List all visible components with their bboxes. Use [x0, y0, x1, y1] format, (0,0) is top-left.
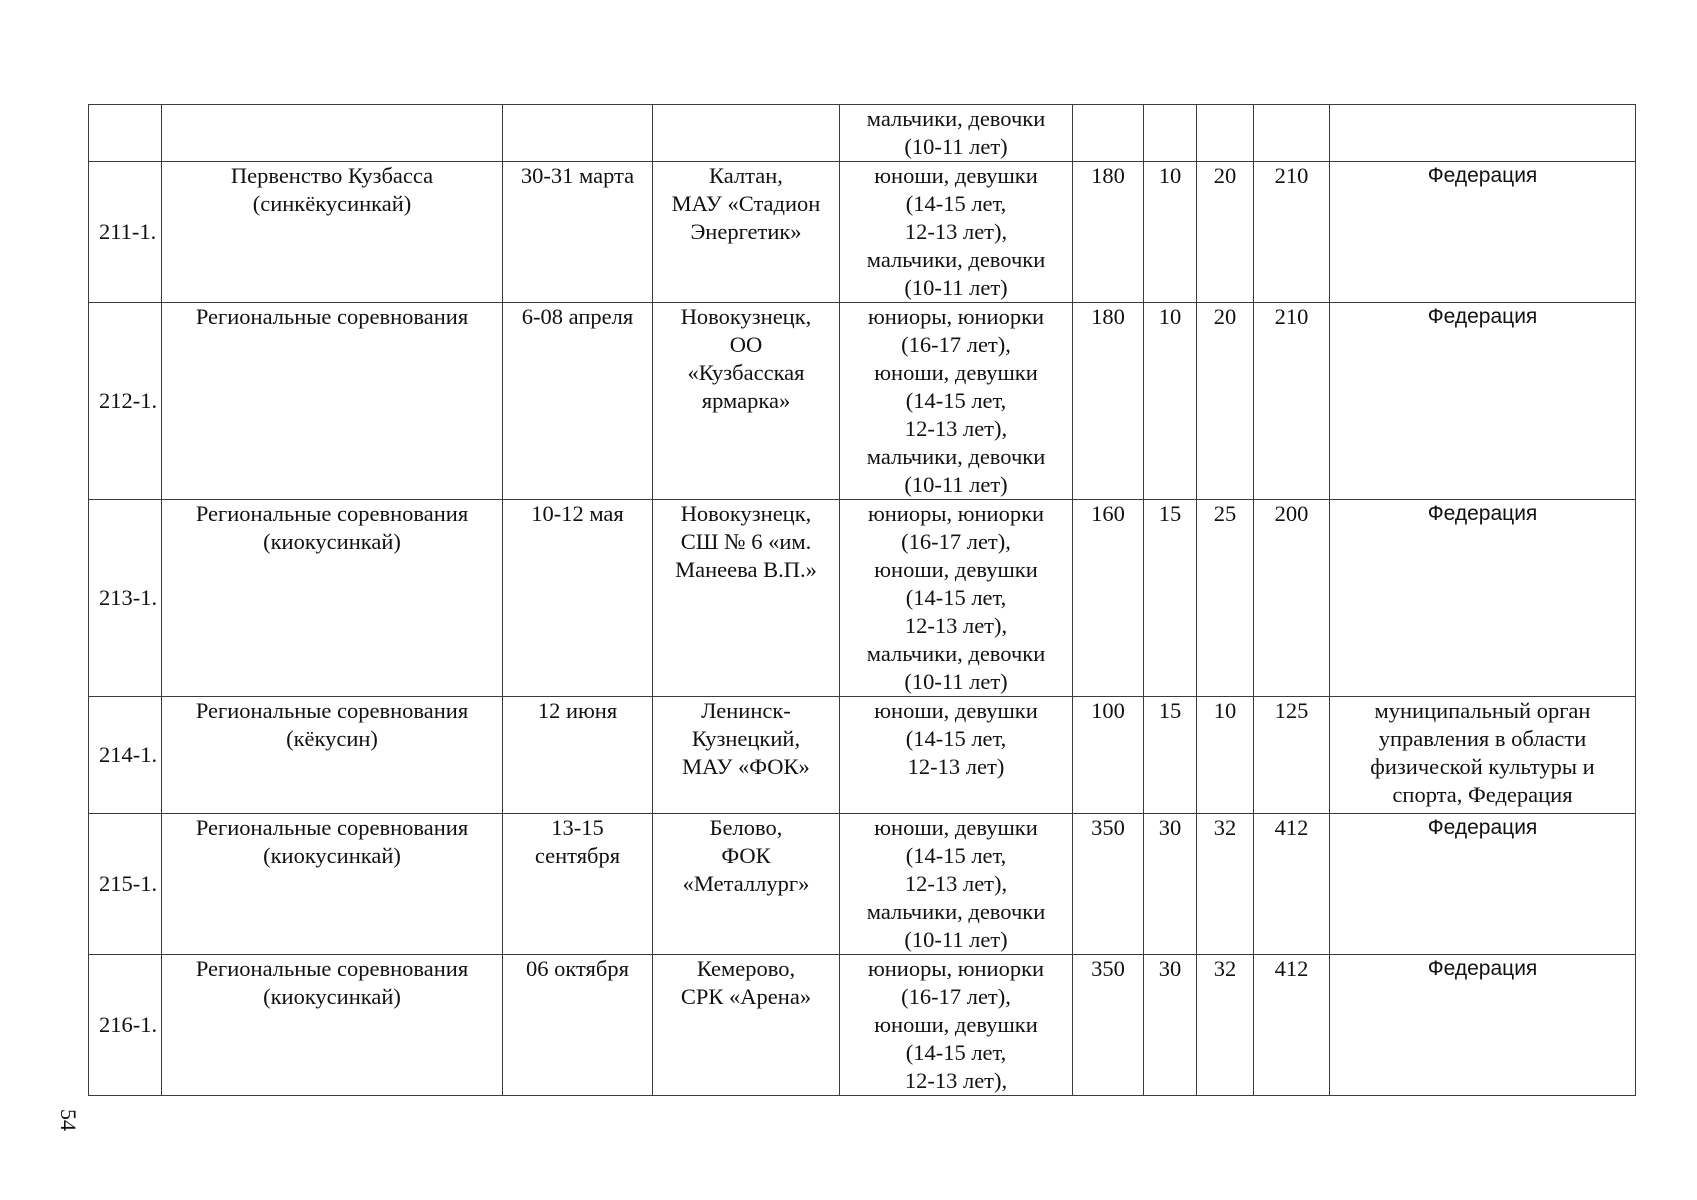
count-total-cell: 210	[1254, 303, 1330, 500]
organizer-cell: Федерация	[1330, 303, 1636, 500]
count-athletes-cell: 100	[1073, 697, 1144, 814]
events-table	[88, 104, 1636, 1096]
row-number-cell: 214-1.	[89, 697, 162, 814]
table-row	[89, 105, 1636, 162]
event-place-cell	[653, 105, 840, 162]
count-total-cell: 412	[1254, 955, 1330, 1096]
count-judges-cell: 32	[1197, 814, 1254, 955]
count-coaches-cell: 10	[1144, 303, 1197, 500]
organizer-cell: Федерация	[1330, 162, 1636, 303]
participants-age-groups-cell: юниоры, юниорки (16-17 лет), юноши, девушки (14-15 лет, 12-13 лет),	[840, 955, 1073, 1096]
row-number-cell: 212-1.	[89, 303, 162, 500]
event-date-cell	[503, 105, 653, 162]
table-row	[89, 697, 1636, 814]
table-row	[89, 303, 1636, 500]
row-number-cell: 211-1.	[89, 162, 162, 303]
participants-age-groups-cell: мальчики, девочки (10-11 лет)	[840, 105, 1073, 162]
count-total-cell: 200	[1254, 500, 1330, 697]
event-date-cell: 30-31 марта	[503, 162, 653, 303]
table-row	[89, 955, 1636, 1096]
participants-age-groups-cell: юниоры, юниорки (16-17 лет), юноши, девушки (14-15 лет, 12-13 лет), мальчики, девочки (10-11 лет)	[840, 500, 1073, 697]
event-place-cell: Белово, ФОК «Металлург»	[653, 814, 840, 955]
organizer-cell: Федерация	[1330, 955, 1636, 1096]
count-athletes-cell: 160	[1073, 500, 1144, 697]
count-judges-cell: 32	[1197, 955, 1254, 1096]
count-coaches-cell: 30	[1144, 814, 1197, 955]
event-place-cell: Ленинск- Кузнецкий, МАУ «ФОК»	[653, 697, 840, 814]
count-total-cell: 412	[1254, 814, 1330, 955]
count-athletes-cell: 350	[1073, 814, 1144, 955]
event-name-cell: Первенство Кузбасса (синкёкусинкай)	[162, 162, 503, 303]
event-place-cell: Калтан, МАУ «Стадион Энергетик»	[653, 162, 840, 303]
count-total-cell	[1254, 105, 1330, 162]
event-date-cell: 6-08 апреля	[503, 303, 653, 500]
event-place-cell: Новокузнецк, СШ № 6 «им. Манеева В.П.»	[653, 500, 840, 697]
count-coaches-cell: 15	[1144, 697, 1197, 814]
organizer-cell: Федерация	[1330, 814, 1636, 955]
count-athletes-cell	[1073, 105, 1144, 162]
count-judges-cell: 20	[1197, 162, 1254, 303]
organizer-cell	[1330, 105, 1636, 162]
event-date-cell: 10-12 мая	[503, 500, 653, 697]
event-place-cell: Кемерово, СРК «Арена»	[653, 955, 840, 1096]
row-number-cell: 213-1.	[89, 500, 162, 697]
organizer-cell: Федерация	[1330, 500, 1636, 697]
event-date-cell: 12 июня	[503, 697, 653, 814]
event-name-cell: Региональные соревнования (кёкусин)	[162, 697, 503, 814]
count-judges-cell: 20	[1197, 303, 1254, 500]
count-total-cell: 210	[1254, 162, 1330, 303]
row-number-cell: 216-1.	[89, 955, 162, 1096]
table-row	[89, 500, 1636, 697]
table-row	[89, 814, 1636, 955]
count-athletes-cell: 180	[1073, 303, 1144, 500]
table-row	[89, 162, 1636, 303]
count-coaches-cell: 10	[1144, 162, 1197, 303]
count-judges-cell	[1197, 105, 1254, 162]
count-judges-cell: 10	[1197, 697, 1254, 814]
event-name-cell: Региональные соревнования (киокусинкай)	[162, 955, 503, 1096]
count-athletes-cell: 180	[1073, 162, 1144, 303]
participants-age-groups-cell: юноши, девушки (14-15 лет, 12-13 лет)	[840, 697, 1073, 814]
events-table-body	[89, 105, 1636, 1096]
event-name-cell: Региональные соревнования	[162, 303, 503, 500]
count-coaches-cell: 15	[1144, 500, 1197, 697]
event-name-cell: Региональные соревнования (киокусинкай)	[162, 500, 503, 697]
page-number: 54	[56, 1109, 81, 1131]
count-total-cell: 125	[1254, 697, 1330, 814]
row-number-cell: 215-1.	[89, 814, 162, 955]
event-name-cell: Региональные соревнования (киокусинкай)	[162, 814, 503, 955]
count-coaches-cell: 30	[1144, 955, 1197, 1096]
participants-age-groups-cell: юноши, девушки (14-15 лет, 12-13 лет), мальчики, девочки (10-11 лет)	[840, 162, 1073, 303]
organizer-cell: муниципальный орган управления в области физической культуры и спорта, Федерация	[1330, 697, 1636, 814]
event-date-cell: 13-15 сентября	[503, 814, 653, 955]
row-number-cell	[89, 105, 162, 162]
participants-age-groups-cell: юноши, девушки (14-15 лет, 12-13 лет), мальчики, девочки (10-11 лет)	[840, 814, 1073, 955]
count-coaches-cell	[1144, 105, 1197, 162]
event-place-cell: Новокузнецк, ОО «Кузбасская ярмарка»	[653, 303, 840, 500]
count-judges-cell: 25	[1197, 500, 1254, 697]
event-name-cell	[162, 105, 503, 162]
event-date-cell: 06 октября	[503, 955, 653, 1096]
count-athletes-cell: 350	[1073, 955, 1144, 1096]
participants-age-groups-cell: юниоры, юниорки (16-17 лет), юноши, девушки (14-15 лет, 12-13 лет), мальчики, девочки (10-11 лет)	[840, 303, 1073, 500]
